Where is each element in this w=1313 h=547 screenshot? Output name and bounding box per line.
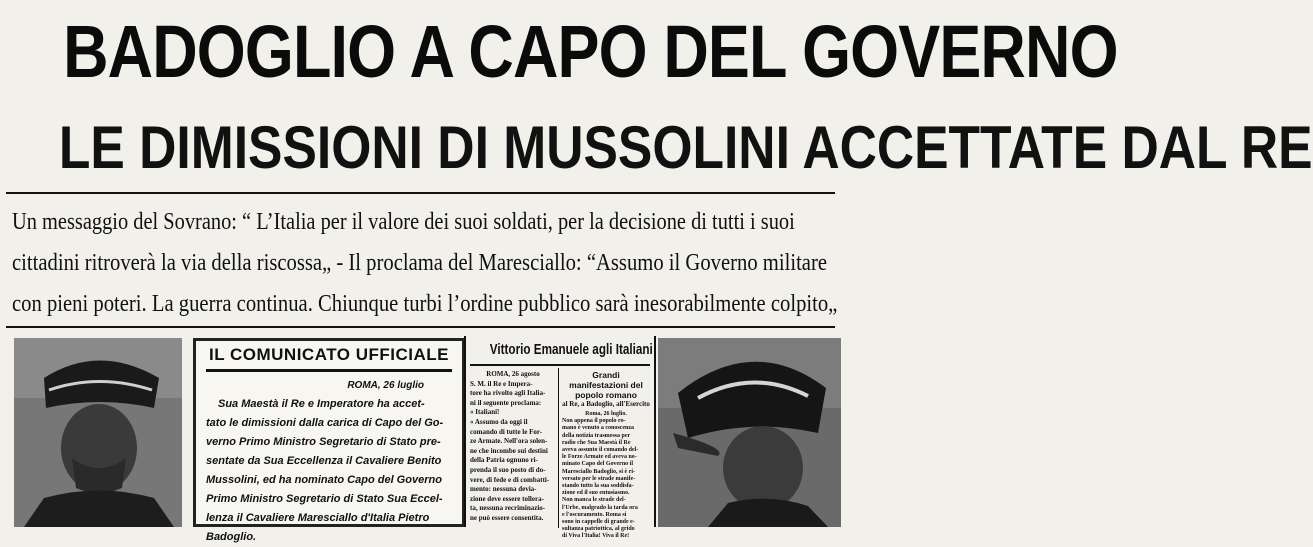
text-line: S. M. il Re e Impera- — [470, 379, 533, 388]
vittorio-column — [464, 336, 656, 540]
comunicato-rule — [206, 369, 452, 372]
subhead-line-2: cittadini ritroverà la via della riscossa„ - Il proclama del Maresciallo: “Assumo il Governo militare — [12, 250, 827, 276]
text-line: mano è venuto a conoscenza — [562, 425, 634, 432]
text-line: mento: nessuna devia- — [470, 485, 537, 494]
text-line: vere, di fede e di combatti- — [470, 475, 550, 484]
manifestazioni-subtitle: al Re, a Badoglio, all'Esercito — [562, 400, 650, 408]
comunicato-line: Badoglio. — [206, 531, 257, 543]
text-line: « Italiani! — [470, 408, 500, 417]
text-line: prenda il suo posto di do- — [470, 465, 546, 474]
text-line: le Forze Armate ed aveva no- — [562, 454, 637, 461]
text-line: l'Urbe, malgrado la tarda ora — [562, 504, 638, 511]
text-line: ze Armate. Nell'ora solen- — [470, 437, 548, 446]
text-line: Non manca le strade del- — [562, 497, 626, 504]
subhead-line-1: Un messaggio del Sovrano: “ L’Italia per il valore dei suoi soldati, per la decisione di tutti i suoi — [12, 209, 795, 235]
text-line: di Viva l'Italia! Viva il Re! — [562, 533, 630, 540]
right-portrait-photo — [658, 338, 841, 527]
text-line: ROMA, 26 agosto — [486, 370, 540, 378]
text-line: minato Capo del Governo il — [562, 461, 634, 468]
comunicato-title: IL COMUNICATO UFFICIALE — [208, 345, 450, 364]
vittorio-rule — [470, 364, 650, 366]
text-line: e l'oscuramento. Roma si — [562, 511, 627, 518]
text-line: versato per le strade manife- — [562, 475, 636, 482]
text-line: comando di tutte le For- — [470, 427, 543, 436]
text-line: della Patria ognuno ri- — [470, 456, 538, 465]
comunicato-line: Sua Maestà il Re e Imperatore ha accet- — [218, 398, 425, 410]
column-divider — [558, 368, 559, 528]
manifestazioni-article — [562, 370, 650, 541]
king-portrait-icon — [14, 338, 182, 527]
comunicato-box — [193, 338, 465, 543]
text-line: « Assumo da oggi il — [470, 417, 528, 426]
left-portrait-photo — [14, 338, 182, 527]
comunicato-dateline: ROMA, 26 luglio — [347, 380, 424, 391]
comunicato-line: Primo Ministro Segretario di Stato Sua Eccel- — [206, 493, 443, 505]
subhead-line-3: con pieni poteri. La guerra continua. Chiunque turbi l’ordine pubblico sarà inesorabilmente colpito„ — [12, 291, 838, 317]
text-line: stando tutto la sua soddisfa- — [562, 483, 634, 490]
text-line: radio che Sua Maestà il Re — [562, 439, 631, 446]
comunicato-body — [206, 395, 452, 547]
marshal-portrait-icon — [658, 338, 841, 527]
text-line: zione deve essere tollera- — [470, 494, 544, 503]
text-line: zione ed il suo entusiasmo. — [562, 490, 630, 497]
text-line: Non appena il popolo ro- — [562, 418, 626, 425]
comunicato-line: lenza il Cavaliere Maresciallo d'Italia Pietro — [206, 512, 430, 524]
comunicato-line: sentate da Sua Eccellenza il Cavaliere Benito — [206, 455, 442, 467]
text-line: ni il seguente proclama: — [470, 398, 542, 407]
vittorio-proclama — [470, 370, 556, 524]
manifestazioni-title: Grandi manifestazioni del popolo romano — [569, 370, 643, 400]
text-line: ne può essere consentita. — [470, 513, 544, 522]
text-line: sono in cappelle di grande e- — [562, 519, 635, 526]
vittorio-title: Vittorio Emanuele agli Italiani — [489, 341, 653, 358]
manifestazioni-body — [562, 411, 650, 541]
divider-bottom — [6, 326, 835, 328]
comunicato-line: tato le dimissioni dalla carica di Capo del Go- — [206, 417, 444, 429]
comunicato-line: verno Primo Ministro Segretario di Stato pre- — [206, 436, 441, 448]
divider-top — [6, 192, 835, 194]
text-line: della notizia trasmessa per — [562, 432, 631, 439]
text-line: tore ha rivolto agli Italia- — [470, 389, 546, 398]
text-line: sultanza patriottica, al grido — [562, 526, 635, 533]
text-line: ne che incombe sui destini — [470, 446, 548, 455]
headline-main: BADOGLIO A CAPO DEL GOVERNO — [63, 10, 1118, 93]
comunicato-line: Mussolini, ed ha nominato Capo del Governo — [206, 474, 442, 486]
text-line: aveva assunto il comando del- — [562, 447, 639, 454]
text-line: Roma, 26 luglio. — [585, 411, 627, 417]
text-line: Maresciallo Badoglio, si è ri- — [562, 468, 636, 475]
text-line: ta, nessuna recriminazio- — [470, 504, 546, 513]
headline-secondary: LE DIMISSIONI DI MUSSOLINI ACCETTATE DAL RE — [58, 114, 1313, 181]
